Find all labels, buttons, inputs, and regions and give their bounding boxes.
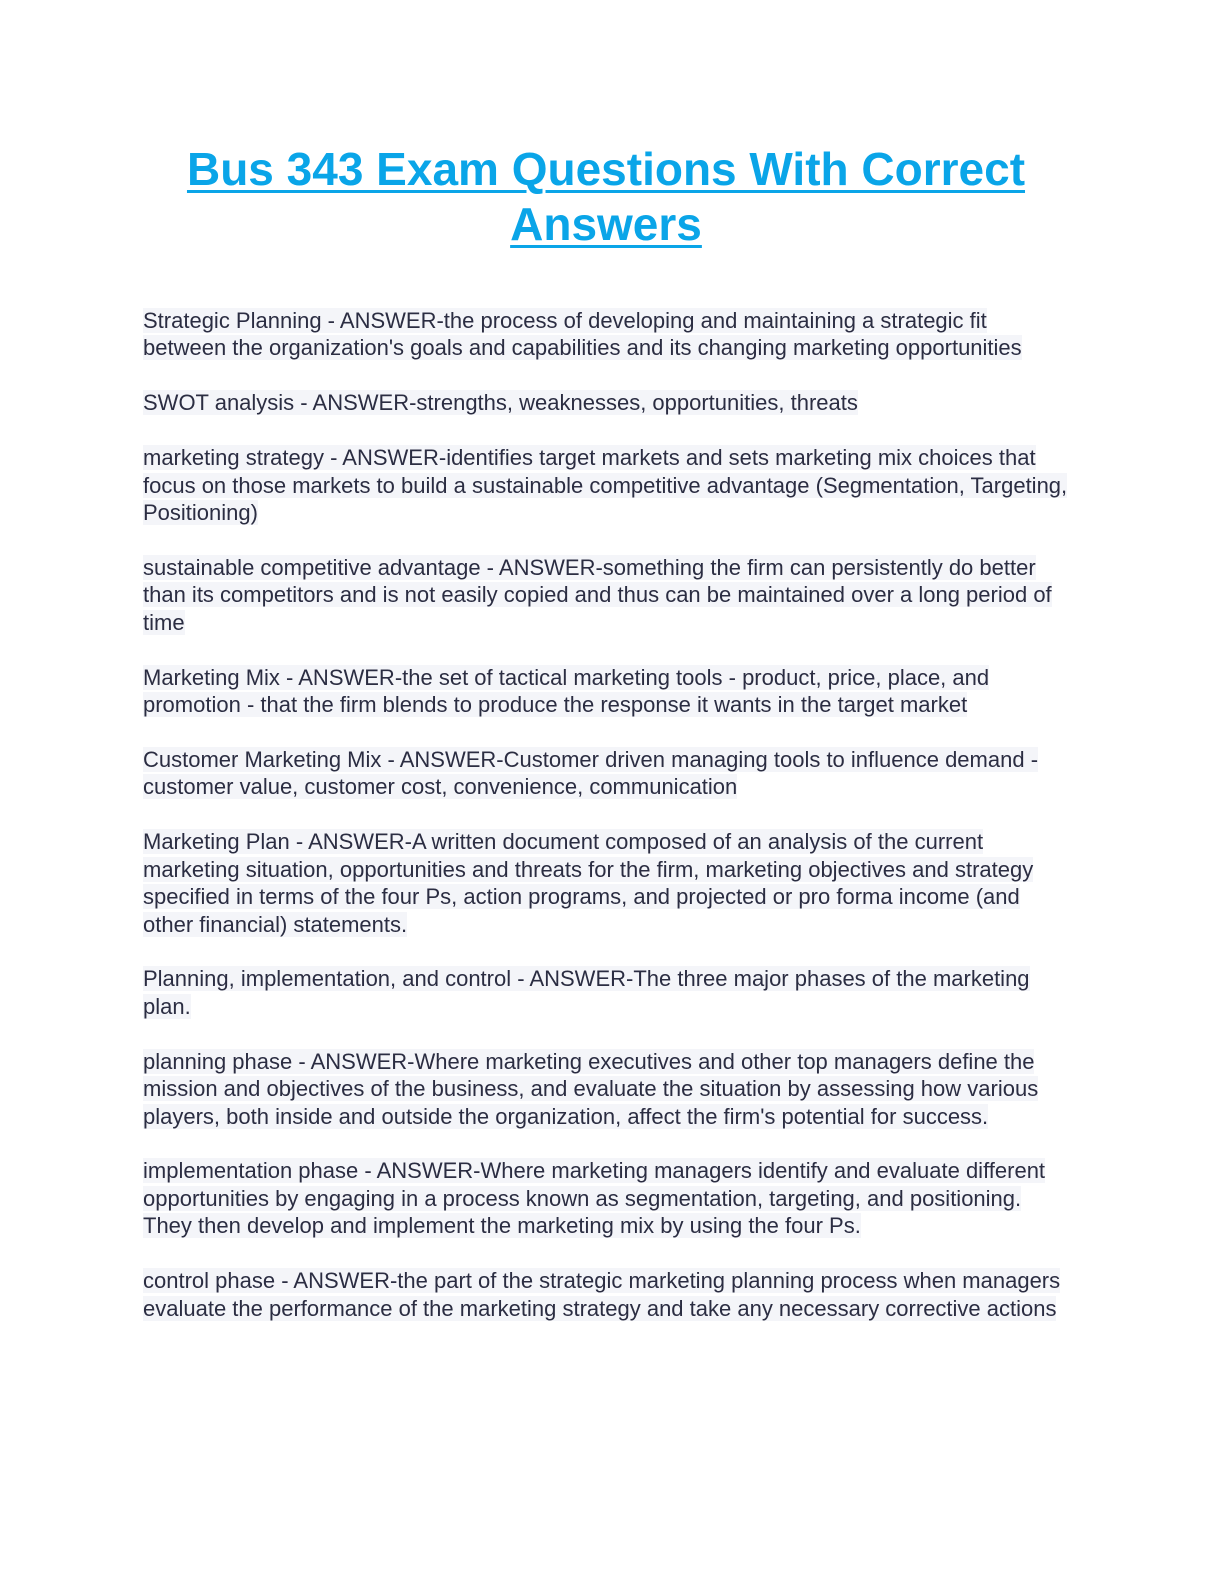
entry-text: control phase - ANSWER-the part of the strategic marketing planning process when managers evaluate the performance of the marketing strategy and take any necessary corrective actions [143, 1268, 1061, 1321]
entry-text: implementation phase - ANSWER-Where marketing managers identify and evaluate different opportunities by engaging in a process known as segmentation, targeting, and positioning. They then develop and implement the marketing mix by using the four Ps. [143, 1158, 1046, 1239]
entry-text: Planning, implementation, and control - ANSWER-The three major phases of the marketing plan. [143, 966, 1030, 1019]
entry-text: Marketing Plan - ANSWER-A written document composed of an analysis of the current marketing situation, opportunities and threats for the firm, marketing objectives and strategy specified in terms of the four Ps, action programs, and projected or pro forma income (and other financial) statements. [143, 829, 1034, 937]
entry-planning-implementation-control [143, 965, 1073, 1020]
entry-marketing-strategy [143, 444, 1073, 526]
entry-text: marketing strategy - ANSWER-identifies target markets and sets marketing mix choices that focus on those markets to build a sustainable competitive advantage (Segmentation, Targeting, Positioning) [143, 445, 1068, 526]
entry-text: Strategic Planning - ANSWER-the process of developing and maintaining a strategic fit between the organization's goals and capabilities and its changing marketing opportunities [143, 308, 1022, 361]
entry-customer-marketing-mix [143, 746, 1073, 801]
entry-text: Customer Marketing Mix - ANSWER-Customer driven managing tools to influence demand - customer value, customer cost, convenience, communication [143, 746, 1039, 800]
entry-list [143, 307, 1073, 1349]
entry-strategic-planning [143, 307, 1073, 362]
entry-planning-phase [143, 1048, 1073, 1130]
entry-marketing-mix [143, 664, 1073, 719]
entry-text: planning phase - ANSWER-Where marketing executives and other top managers define the mission and objectives of the business, and evaluate the situation by assessing how various players, both inside and outside the organization, affect the firm's potential for success. [143, 1048, 1039, 1129]
entry-implementation-phase [143, 1157, 1073, 1239]
entry-text: sustainable competitive advantage - ANSWER-something the firm can persistently do better than its competitors and is not easily copied and thus can be maintained over a long period of time [143, 554, 1052, 635]
entry-control-phase [143, 1267, 1073, 1322]
document-title: Bus 343 Exam Questions With Correct Answers [186, 143, 1026, 250]
entry-text: Marketing Mix - ANSWER-the set of tactical marketing tools - product, price, place, and promotion - that the firm blends to produce the response it wants in the target market [143, 664, 990, 718]
entry-sustainable-competitive-advantage [143, 554, 1073, 636]
entry-marketing-plan [143, 828, 1073, 938]
entry-text: SWOT analysis - ANSWER-strengths, weaknesses, opportunities, threats [143, 390, 858, 416]
entry-swot-analysis [143, 389, 1073, 416]
